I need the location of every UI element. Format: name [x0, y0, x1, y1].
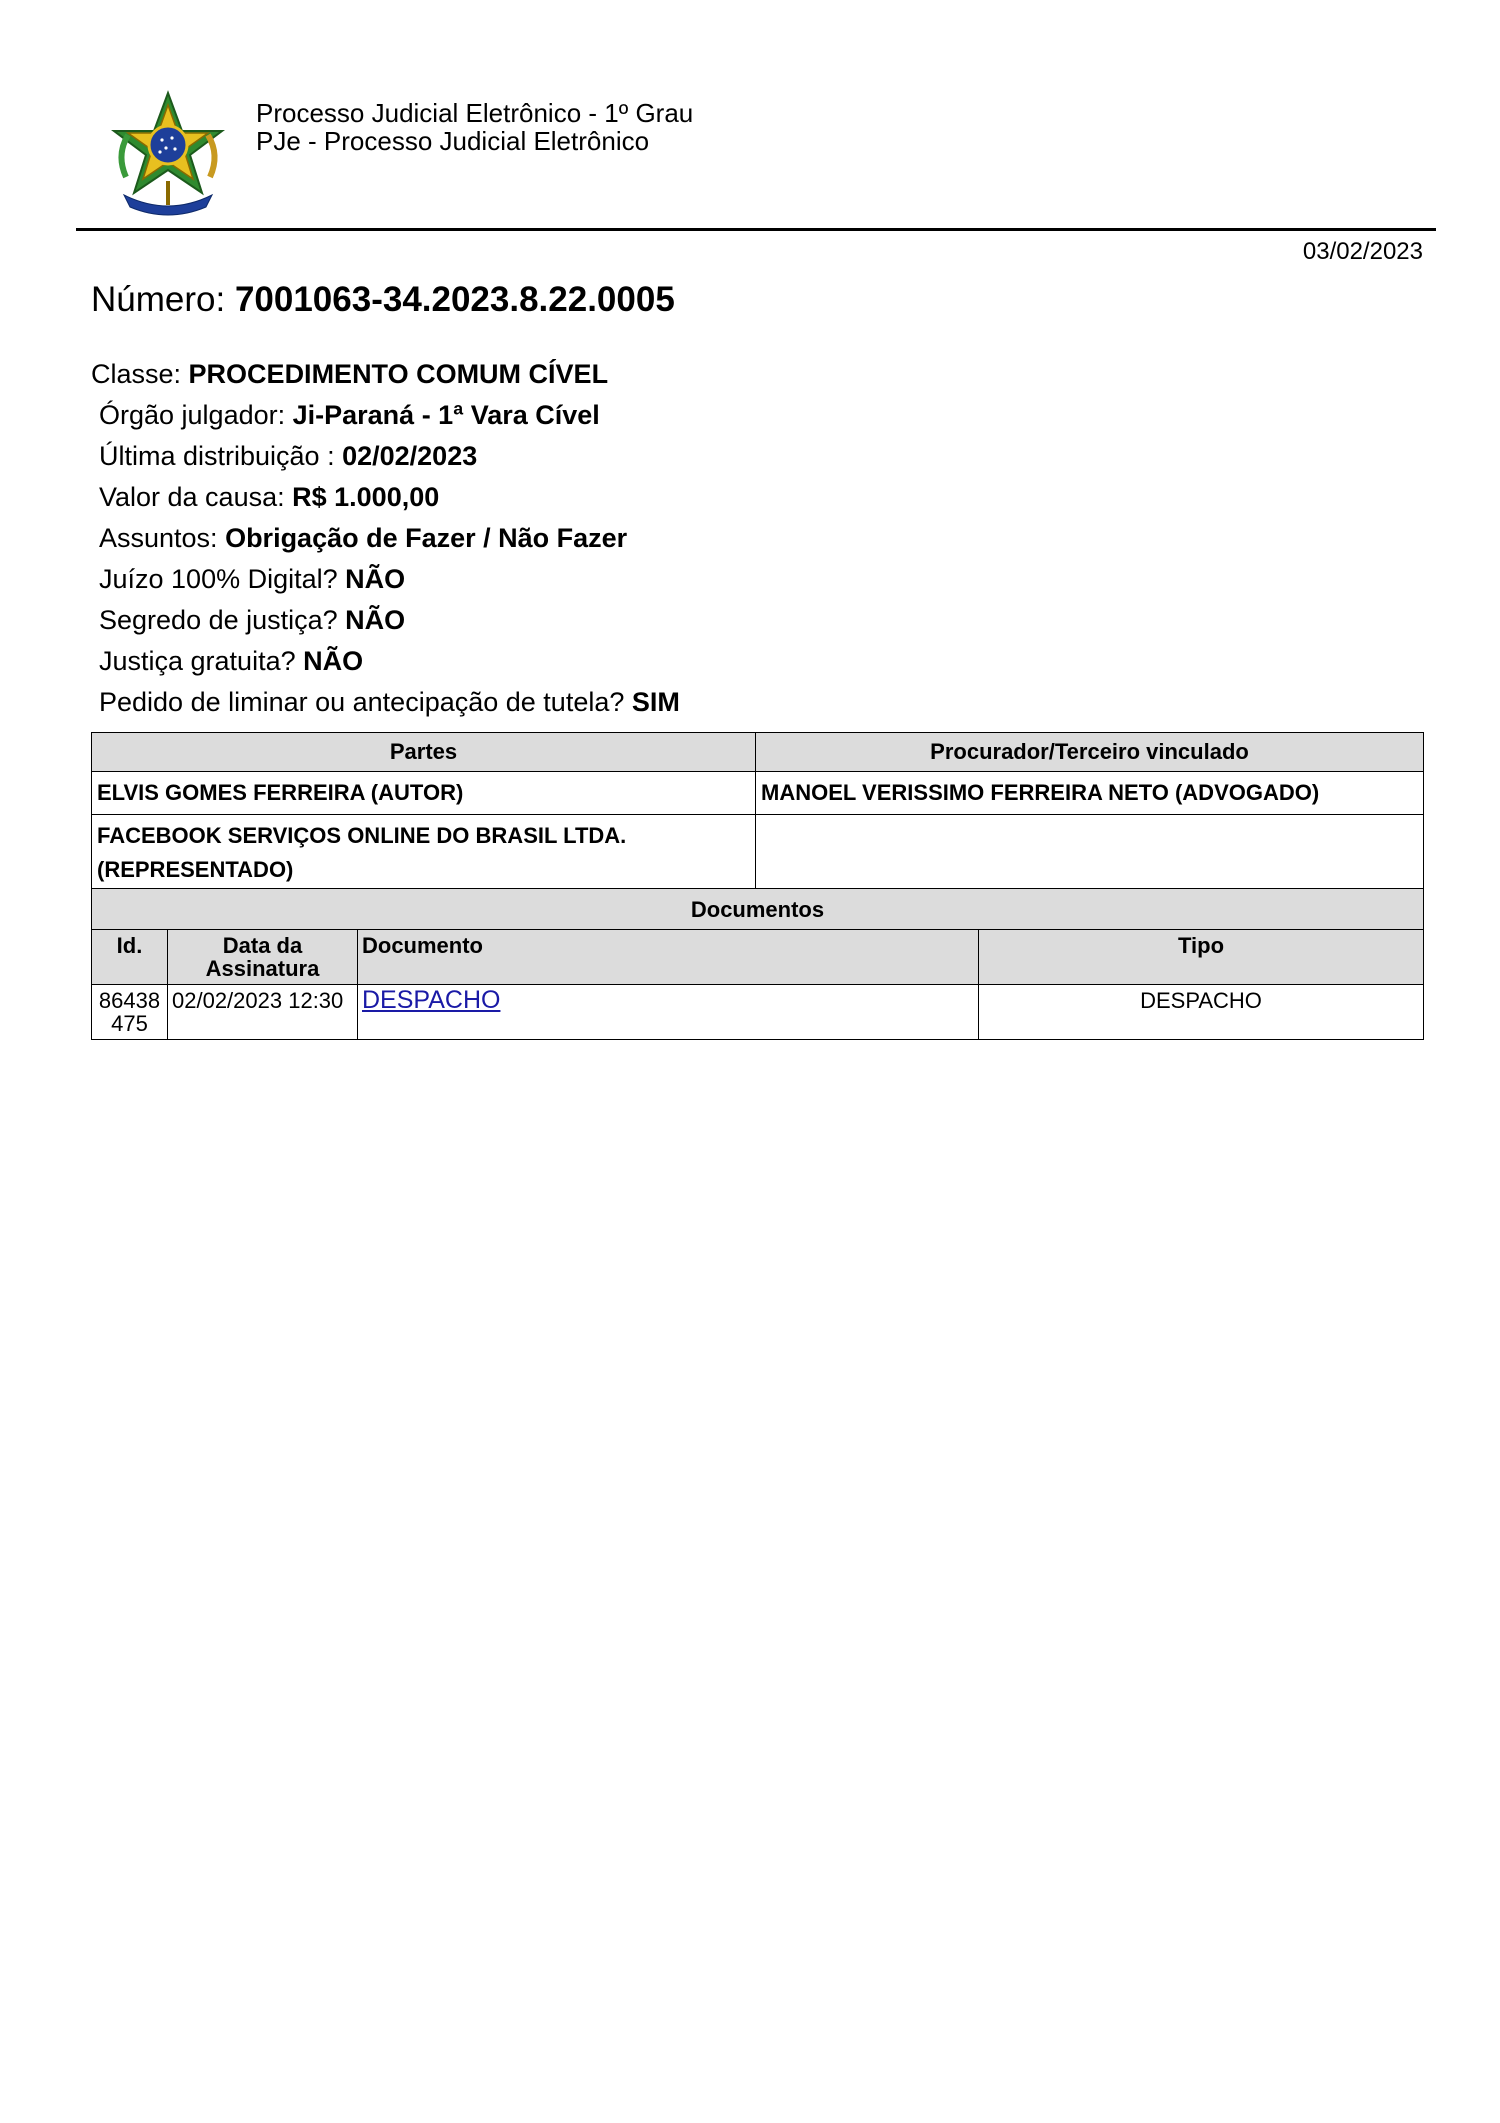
field-orgao-julgador [91, 395, 680, 436]
document-header [76, 75, 1436, 230]
field-value: Ji-Paraná - 1ª Vara Cível [292, 400, 600, 430]
field-label: Classe: [91, 359, 189, 389]
field-value: NÃO [345, 564, 406, 594]
process-number [91, 280, 675, 320]
process-number-value: 7001063-34.2023.8.22.0005 [234, 280, 675, 319]
table-header-row [92, 930, 1424, 985]
id-column-header: Id. [92, 930, 168, 985]
field-classe [91, 354, 680, 395]
document-id-cell: 86438 475 [92, 985, 168, 1040]
partes-column-header: Partes [92, 733, 756, 772]
procurador-column-header: Procurador/Terceiro vinculado [756, 733, 1424, 772]
header-divider [76, 228, 1436, 231]
field-value: Obrigação de Fazer / Não Fazer [225, 523, 628, 553]
field-value: NÃO [345, 605, 406, 635]
field-assuntos [91, 518, 680, 559]
documentos-table [91, 888, 1424, 1040]
partes-table [91, 732, 1424, 892]
field-label: Justiça gratuita? [99, 646, 304, 676]
field-label: Assuntos: [99, 523, 226, 553]
procurador-cell: MANOEL VERISSIMO FERREIRA NETO (ADVOGADO) [756, 772, 1424, 815]
field-value: R$ 1.000,00 [292, 482, 440, 512]
document-name-cell [358, 985, 979, 1040]
header-titles [256, 99, 693, 155]
data-assinatura-column-header: Data da Assinatura [168, 930, 358, 985]
header-title-line2: PJe - Processo Judicial Eletrônico [256, 126, 650, 156]
process-number-label: Número: [91, 280, 235, 319]
parte-cell: FACEBOOK SERVIÇOS ONLINE DO BRASIL LTDA. (REPRESENTADO) [92, 815, 756, 892]
process-fields [91, 354, 680, 723]
field-segredo-justica [91, 600, 680, 641]
document-type-cell: DESPACHO [979, 985, 1424, 1040]
documento-column-header: Documento [358, 930, 979, 985]
tipo-column-header: Tipo [979, 930, 1424, 985]
table-row [92, 985, 1424, 1040]
field-value: NÃO [303, 646, 364, 676]
field-label: Órgão julgador: [99, 400, 293, 430]
table-header-row [92, 733, 1424, 772]
field-justica-gratuita [91, 641, 680, 682]
field-valor-causa [91, 477, 680, 518]
table-row [92, 772, 1424, 815]
header-title-line1: Processo Judicial Eletrônico - 1º Grau [256, 98, 694, 128]
field-label: Última distribuição : [99, 441, 343, 471]
parte-cell: ELVIS GOMES FERREIRA (AUTOR) [92, 772, 756, 815]
field-label: Juízo 100% Digital? [99, 564, 346, 594]
field-pedido-liminar [91, 682, 680, 723]
field-value: SIM [631, 687, 680, 717]
field-label: Segredo de justiça? [99, 605, 346, 635]
brazil-coat-of-arms-icon [106, 85, 231, 220]
documentos-title: Documentos [92, 889, 1424, 930]
document-link[interactable]: DESPACHO [362, 986, 501, 1014]
field-label: Valor da causa: [99, 482, 293, 512]
document-date-cell: 02/02/2023 12:30 [168, 985, 358, 1040]
field-label: Pedido de liminar ou antecipação de tutela? [99, 687, 632, 717]
field-value: PROCEDIMENTO COMUM CÍVEL [188, 359, 609, 389]
table-row [92, 815, 1424, 892]
field-ultima-distribuicao [91, 436, 680, 477]
document-date: 03/02/2023 [1302, 238, 1423, 265]
table-title-row [92, 889, 1424, 930]
field-juizo-digital [91, 559, 680, 600]
field-value: 02/02/2023 [342, 441, 478, 471]
procurador-cell [756, 815, 1424, 892]
